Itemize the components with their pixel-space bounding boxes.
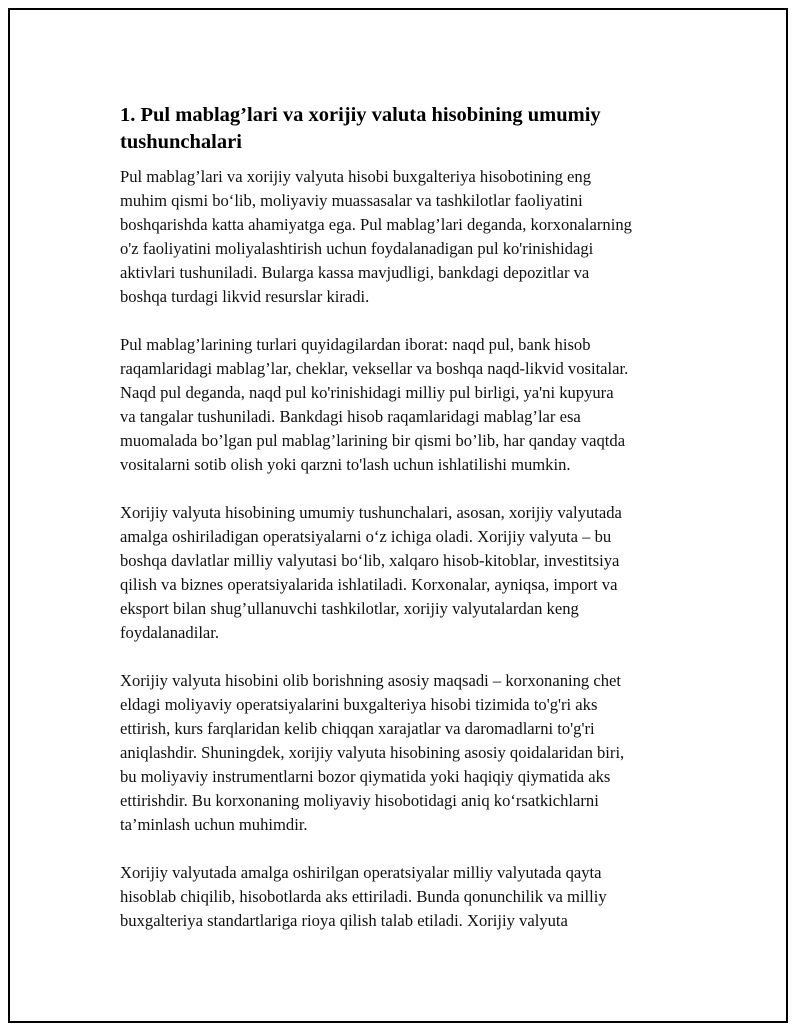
text-line: ettirishdir. Bu korxonaning moliyaviy hisobotidagi aniq ko‘rsatkichlarni <box>120 791 599 810</box>
paragraph-qayta-hisoblash <box>120 861 700 933</box>
heading-line: tushunchalari <box>120 131 242 153</box>
paragraph-xorijiy-valyuta <box>120 501 700 645</box>
text-line: ettirish, kurs farqlaridan kelib chiqqan xarajatlar va daromadlarni to'g'ri <box>120 719 595 738</box>
text-line: boshqa turdagi likvid resurslar kiradi. <box>120 287 370 306</box>
text-line: muhim qismi bo‘lib, moliyaviy muassasalar va tashkilotlar faoliyatini <box>120 191 583 210</box>
text-line: raqamlaridagi mablag’lar, cheklar, veksellar va boshqa naqd-likvid vositalar. <box>120 359 629 378</box>
text-line: amalga oshiriladigan operatsiyalarni o‘z ichiga oladi. Xorijiy valyuta – bu <box>120 527 612 546</box>
text-line: aniqlashdir. Shuningdek, xorijiy valyuta hisobining asosiy qoidalaridan biri, <box>120 743 625 762</box>
text-line: Xorijiy valyuta hisobining umumiy tushunchalari, asosan, xorijiy valyutada <box>120 503 622 522</box>
text-line: ta’minlash uchun muhimdir. <box>120 815 308 834</box>
text-line: eldagi moliyaviy operatsiyalarini buxgalteriya hisobi tizimida to'g'ri aks <box>120 695 598 714</box>
text-line: vositalarni sotib olish yoki qarzni to'lash uchun ishlatilishi mumkin. <box>120 455 571 474</box>
text-line: qilish va biznes operatsiyalarida ishlatiladi. Korxonalar, ayniqsa, import va <box>120 575 618 594</box>
text-line: Xorijiy valyuta hisobini olib borishning asosiy maqsadi – korxonaning chet <box>120 671 621 690</box>
text-line: Xorijiy valyutada amalga oshirilgan operatsiyalar milliy valyutada qayta <box>120 863 602 882</box>
text-line: buxgalteriya standartlariga rioya qilish talab etiladi. Xorijiy valyuta <box>120 911 568 930</box>
text-line: boshqarishda katta ahamiyatga ega. Pul mablag’lari deganda, korxonalarning <box>120 215 632 234</box>
text-line: o'z faoliyatini moliyalashtirish uchun foydalanadigan pul ko'rinishidagi <box>120 239 594 258</box>
paragraph-pul-mablaglari <box>120 165 700 309</box>
page-frame <box>8 8 788 1023</box>
text-line: eksport bilan shug’ullanuvchi tashkilotlar, xorijiy valyutalardan keng <box>120 599 579 618</box>
text-line: boshqa davlatlar milliy valyutasi bo‘lib, xalqaro hisob-kitoblar, investitsiya <box>120 551 620 570</box>
text-line: Pul mablag’lari va xorijiy valyuta hisobi buxgalteriya hisobotining eng <box>120 167 591 186</box>
section-heading <box>120 102 700 156</box>
text-line: aktivlari tushuniladi. Bularga kassa mavjudligi, bankdagi depozitlar va <box>120 263 590 282</box>
text-line: foydalanadilar. <box>120 623 220 642</box>
text-line: bu moliyaviy instrumentlarni bozor qiymatida yoki haqiqiy qiymatida aks <box>120 767 611 786</box>
text-line: va tangalar tushuniladi. Bankdagi hisob raqamlaridagi mablag’lar esa <box>120 407 581 426</box>
text-line: Pul mablag’larining turlari quyidagilardan iborat: naqd pul, bank hisob <box>120 335 591 354</box>
document-body <box>120 102 700 957</box>
text-line: hisoblab chiqilib, hisobotlarda aks ettiriladi. Bunda qonunchilik va milliy <box>120 887 607 906</box>
paragraph-asosiy-maqsad <box>120 669 700 837</box>
paragraph-turlari <box>120 333 700 477</box>
text-line: Naqd pul deganda, naqd pul ko'rinishidagi milliy pul birligi, ya'ni kupyura <box>120 383 614 402</box>
text-line: muomalada bo’lgan pul mablag’larining bir qismi bo’lib, har qanday vaqtda <box>120 431 626 450</box>
heading-line: 1. Pul mablag’lari va xorijiy valuta hisobining umumiy <box>120 104 601 126</box>
